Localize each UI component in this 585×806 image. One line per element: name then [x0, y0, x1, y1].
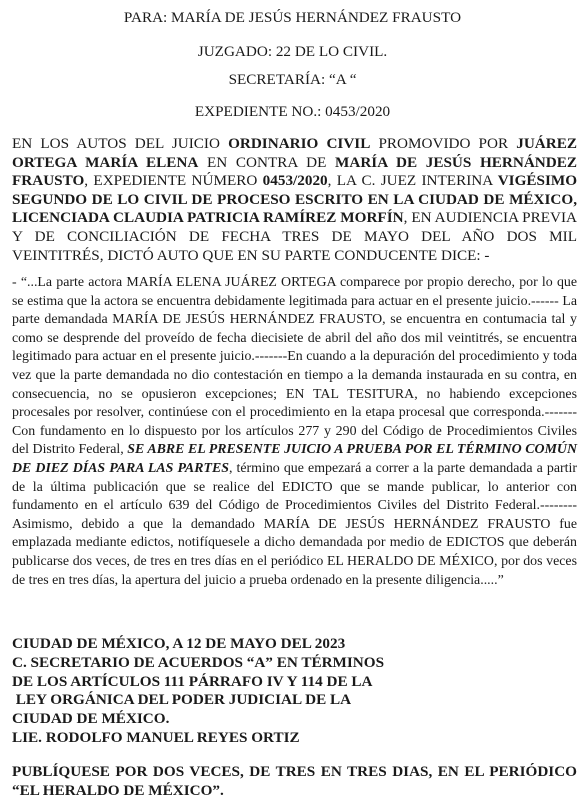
- resolution-text-2: , término que empezará a correr a la parte demandada a partir de la última publicación que se realice del EDICTO que se mande publicar, lo anterior con fundamento en el artículo 639 del Código de Procedimientos Civiles del Distrito Federal.-------- Asimismo, debido a que la demandado MARÍA DE JESÚS HERNÁNDEZ FRAUSTO fue emplazada mediante edictos, notifíquesele a dicho demandada por medio de EDICTOS que deberán publicarse dos veces, de tres en tres días en el periódico EL HERALDO DE MÉXICO, por dos veces de tres en tres días, la apertura del juicio a prueba ordenado en la presente diligencia.....”: [12, 460, 577, 588]
- publication-instruction: PUBLÍQUESE POR DOS VECES, DE TRES EN TRES DIAS, EN EL PERIÓDICO “EL HERALDO DE MÉXICO”.: [12, 763, 577, 799]
- intro-text-2: PROMOVIDO POR: [370, 135, 517, 152]
- intro-text-3: EN CONTRA DE: [198, 153, 336, 171]
- intro-text-1: EN LOS AUTOS DEL JUICIO: [12, 135, 229, 152]
- signature-name: LIE. RODOLFO MANUEL REYES ORTIZ: [12, 728, 300, 746]
- signature-title-3: LEY ORGÁNICA DEL PODER JUDICIAL DE LA: [12, 691, 352, 709]
- intro-bold-5: VIGÉSIMO SEGUNDO DE LO CIVIL DE PROCESO ESCRITO EN LA CIUDAD DE MÉXICO, LICENCIADA CLAUDIA PATRICIA RAMÍREZ MORFÍN: [12, 172, 578, 227]
- court-line: JUZGADO: 22 DE LO CIVIL.: [197, 43, 388, 60]
- intro-text-4: , EXPEDIENTE NÚMERO: [84, 172, 263, 190]
- signature-title-4: CIUDAD DE MÉXICO.: [12, 710, 170, 728]
- signature-date: CIUDAD DE MÉXICO, A 12 DE MAYO DEL 2023: [12, 635, 346, 652]
- secretariat-line: SECRETARÍA: “A “: [228, 71, 357, 88]
- intro-bold-3: MARÍA DE JESÚS HERNÁNDEZ FRAUSTO: [12, 153, 577, 190]
- resolution-paragraph: [12, 274, 577, 590]
- intro-paragraph: [12, 135, 577, 265]
- intro-text-6: , EN AUDIENCIA PREVIA Y DE CONCILIACIÓN DE FECHA TRES DE MAYO DEL AÑO DOS MIL VEINTITRÉS, DICTÓ AUTO QUE EN SU PARTE CONDUCENTE DICE: -: [12, 209, 577, 264]
- recipient-line: PARA: MARÍA DE JESÚS HERNÁNDEZ FRAUSTO: [123, 9, 462, 26]
- signature-title-1: C. SECRETARIO DE ACUERDOS “A” EN TÉRMINOS: [12, 653, 385, 671]
- intro-bold-4: 0453/2020: [262, 172, 328, 190]
- signature-title-2: DE LOS ARTÍCULOS 111 PÁRRAFO IV Y 114 DE LA: [12, 672, 373, 690]
- resolution-emphasis: SE ABRE EL PRESENTE JUICIO A PRUEBA POR EL TÉRMINO COMÚN DE DIEZ DÍAS PARA LAS PARTES: [12, 442, 577, 476]
- signature-block: [12, 635, 577, 748]
- intro-bold-2: JUÁREZ ORTEGA MARÍA ELENA: [12, 135, 577, 171]
- case-number-line: EXPEDIENTE NO.: 0453/2020: [194, 103, 391, 120]
- intro-text-5: , LA C. JUEZ INTERINA: [327, 172, 498, 190]
- intro-bold-1: ORDINARIO CIVIL: [228, 135, 371, 152]
- resolution-text-1: - “...La parte actora MARÍA ELENA JUÁREZ ORTEGA comparece por propio derecho, por lo que se estima que la actora se encuentra debidamente legitimada para actuar en el presente juicio.------ La parte demandada MARÍA DE JESÚS HERNÁNDEZ FRAUSTO, se encuentra en contumacia tal y como se desprende del proveído de fecha diecisiete de abril del año dos mil veintitrés, se encuentra legitimado para actuar en el presente juicio.-------En cuando a la depuración del procedimiento y toda vez que la parte demandada no dio contestación en tiempo a la demanda instaurada en su contra, en consecuencia, no se opusieron excepciones; EN TAL TESITURA, no habiendo excepciones procesales por resolver, continúese con el procedimiento en la etapa procesal que corresponda.------- Con fundamento en lo dispuesto por los artículos 277 y 290 del Código de Procedimientos Civiles del Distrito Federal,: [12, 275, 577, 458]
